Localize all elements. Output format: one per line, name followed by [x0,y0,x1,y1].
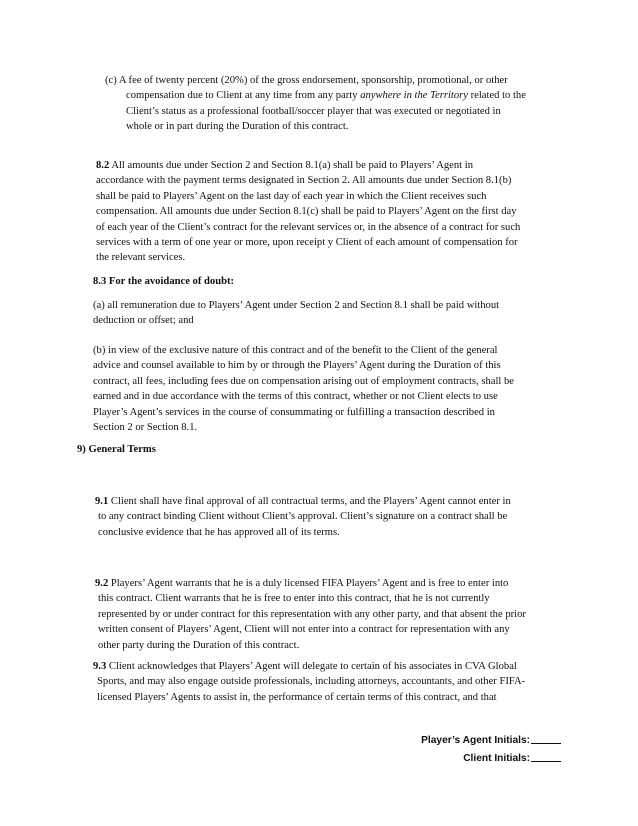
section-8-3-b [93,343,514,435]
agent-initials-line [421,732,561,749]
section-8-3-a [93,298,499,329]
client-initials-blank[interactable] [531,750,561,762]
section-9-1-number: 9.1 [95,496,109,507]
clause-c-line-3: Client’s status as a professional football/soccer player that was executed or negotiated in [126,105,501,117]
section-8-3-b-line-2: advice and counsel available to him by or through the Players’ Agent during the Duration of this [93,360,501,372]
section-9-1 [95,494,511,540]
section-8-3-b-line-3: contract, all fees, including fees due on compensation arising out of employment contracts, shall be [93,375,514,387]
clause-c-line-1: (c) A fee of twenty percent (20%) of the gross endorsement, sponsorship, promotional, or other [105,75,508,86]
clause-c [105,73,526,135]
agent-initials-label: Player’s Agent Initials: [421,735,530,746]
section-9-2-line-3: represented by or under contract for this representation with any other party, and that absent the prior [98,608,526,620]
section-8-2-line-6: services with a term of one year or more, upon receipt y Client of each amount of compensation for [96,237,518,249]
section-9-2-line-5: other party during the Duration of this contract. [98,639,300,651]
section-9-heading: 9) General Terms [77,444,156,455]
section-8-3-heading: 8.3 For the avoidance of doubt: [93,276,235,287]
section-8-2-line-4: compensation. All amounts due under Section 8.1(c) shall be paid to Players’ Agent on the first day [96,206,517,218]
section-9-2-line-1: 9.2 Players’ Agent warrants that he is a duly licensed FIFA Players’ Agent and is free to enter into [95,578,509,589]
section-8-3-a-line-1: (a) all remuneration due to Players’ Agent under Section 2 and Section 8.1 shall be paid without [93,300,500,311]
section-9-3-line-3: licensed Players’ Agents to assist in, the performance of certain terms of this contract, and that [97,691,497,703]
section-9-2-line-4: written consent of Players’ Agent, Client will not enter into a contract for representation with any [98,624,510,636]
section-9-3-line-2: Sports, and may also engage outside professionals, including attorneys, accountants, and other FIFA- [97,676,526,688]
section-9-2-number: 9.2 [95,578,109,589]
section-8-3-b-line-5: Player’s Agent’s services in the course of consummating or fulfilling a transaction described in [93,406,495,418]
clause-c-line-4: whole or in part during the Duration of this contract. [126,121,349,133]
section-9-1-line-2: to any contract binding Client without Client’s approval. Client’s signature on a contract shall be [98,511,508,523]
section-8-2-line-1: 8.2 All amounts due under Section 2 and Section 8.1(a) shall be paid to Players’ Agent in [96,160,473,171]
section-8-3-b-line-4: earned and in due accordance with the terms of this contract, whether or not Client elects to use [93,391,498,403]
section-9-1-line-1: 9.1 Client shall have final approval of all contractual terms, and the Players’ Agent cannot enter in [95,496,511,507]
section-9-2-line-2: this contract. Client warrants that he is free to enter into this contract, that he is not currently [98,593,490,605]
section-8-3-b-line-1: (b) in view of the exclusive nature of this contract and of the benefit to the Client of the general [93,345,498,356]
section-9-3-line-1: 9.3 Client acknowledges that Players’ Agent will delegate to certain of his associates in CVA Global [93,661,517,672]
territory-phrase: anywhere in the Territory [360,90,468,102]
section-8-2-line-7: the relevant services. [96,252,186,264]
section-9-2 [95,576,526,653]
section-9-3-number: 9.3 [93,661,107,672]
section-8-3-b-line-6: Section 2 or Section 8.1. [93,422,198,434]
section-8-2 [96,158,520,266]
section-8-2-number: 8.2 [96,160,110,171]
section-8-2-line-5: of each year of the Client’s contract for the relevant services or, in the absence of a contract for such [96,221,521,233]
client-initials-line [463,750,561,767]
section-8-2-line-3: shall be paid to Players’ Agent on the last day of each year in which the Client receives such [96,190,487,202]
client-initials-label: Client Initials: [463,753,530,764]
section-8-2-line-2: accordance with the payment terms designated in Section 2. All amounts due under Section 8.1(b) [96,175,512,187]
section-8-3-a-line-2: deduction or offset; and [93,315,194,327]
clause-c-line-2: compensation due to Client at any time from any party anywhere in the Territory related to the [126,90,526,102]
agent-initials-blank[interactable] [531,732,561,744]
section-9-1-line-3: conclusive evidence that he has approved all of its terms. [98,526,340,538]
section-9-3 [93,659,525,705]
